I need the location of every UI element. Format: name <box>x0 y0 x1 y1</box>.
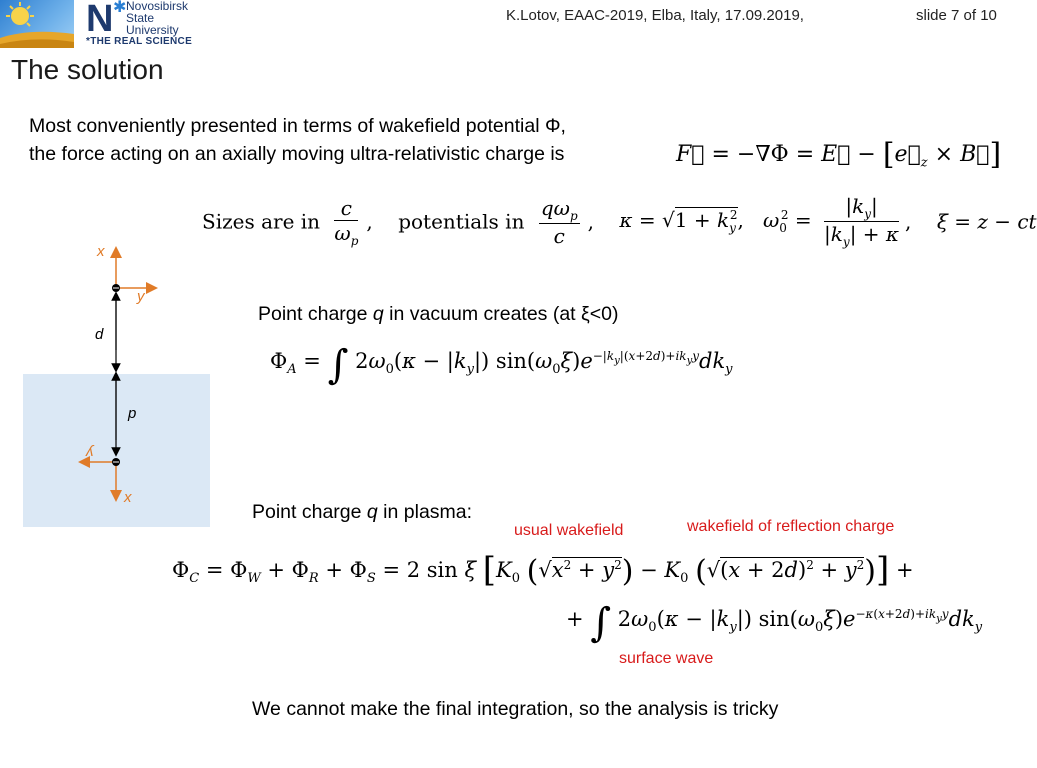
plasma-potential-formula-line1: $\Phi_C = \Phi_W + \Phi_R + \Phi_S = 2$ sin ξ [$K_0$ $(√x^2 + y^2) - K_0$ $(√(x + 2d)^2 + y^2)$] + <box>172 550 914 590</box>
y-label-top: y <box>137 288 145 305</box>
citation: K.Lotov, EAAC-2019, Elba, Italy, 17.09.2019, <box>506 7 804 24</box>
usual-wakefield-label: usual wakefield <box>514 522 624 539</box>
units-formula: Sizes are in $\frac{c}{\omega_p}$ , potentials in $q\omega_p$ c , $\kappa = √1 + k_y^2$, $\omega_0^2$ = $\frac{|k_y|}{|k_y| + \kappa}$ , ξ = z − ct <box>202 194 1037 249</box>
surface-wave-label: surface wave <box>619 650 714 667</box>
q-symbol-plasma: q <box>366 501 378 523</box>
plasma-potential-formula-line2: + ∫ $2\omega_0(\kappa - |k_y|)$ $\sin(\omega_0\xi)e^{-\kappa(x+2d)+ik_yy}dk_y$ <box>566 600 983 646</box>
logo-line-1: Novosibirsk <box>126 0 189 13</box>
vacuum-potential-formula: $\Phi_A$ = ∫ $2\omega_0(\kappa - |k_y|)$ $\sin(\omega_0\xi)e^{-|k_y|(x+2d)+ik_yy}dk_y$ <box>270 342 733 388</box>
force-formula: F⃗ = −∇Φ = E⃗ − [$e⃗_z$ × B⃗] <box>676 137 1002 172</box>
p-label: p <box>128 405 137 422</box>
logo-line-2: State <box>126 11 155 25</box>
sun-logo <box>0 0 74 48</box>
x-label-top: x <box>97 243 105 260</box>
intro-line-2: the force acting on an axially moving ultra-relativistic charge is <box>29 143 565 165</box>
reflection-wakefield-label: wakefield of reflection charge <box>687 518 895 535</box>
d-label: d <box>95 326 104 343</box>
plasma-text: Point charge q in plasma: <box>252 501 473 523</box>
vacuum-text: Point charge q in vacuum creates (at ξ<0) <box>258 303 619 325</box>
y-label-bottom: y <box>86 444 94 461</box>
intro-line-1: Most conveniently presented in terms of wakefield potential Φ, <box>29 115 566 137</box>
logo-letter: N <box>86 0 114 40</box>
university-logo <box>86 0 216 48</box>
potentials-label: potentials in <box>398 209 525 234</box>
geometry-diagram <box>60 240 240 520</box>
page-title: The solution <box>11 54 164 85</box>
sizes-label: Sizes are in <box>202 209 321 234</box>
logo-line-3: University <box>126 23 179 37</box>
x-label-bottom: x <box>124 489 132 506</box>
logo-tagline: *THE REAL SCIENCE <box>86 36 193 47</box>
slide-number: slide 7 of 10 <box>916 7 997 24</box>
q-symbol: q <box>372 303 384 325</box>
star-icon: ✱ <box>113 0 127 16</box>
conclusion-text: We cannot make the final integration, so the analysis is tricky <box>252 698 779 720</box>
